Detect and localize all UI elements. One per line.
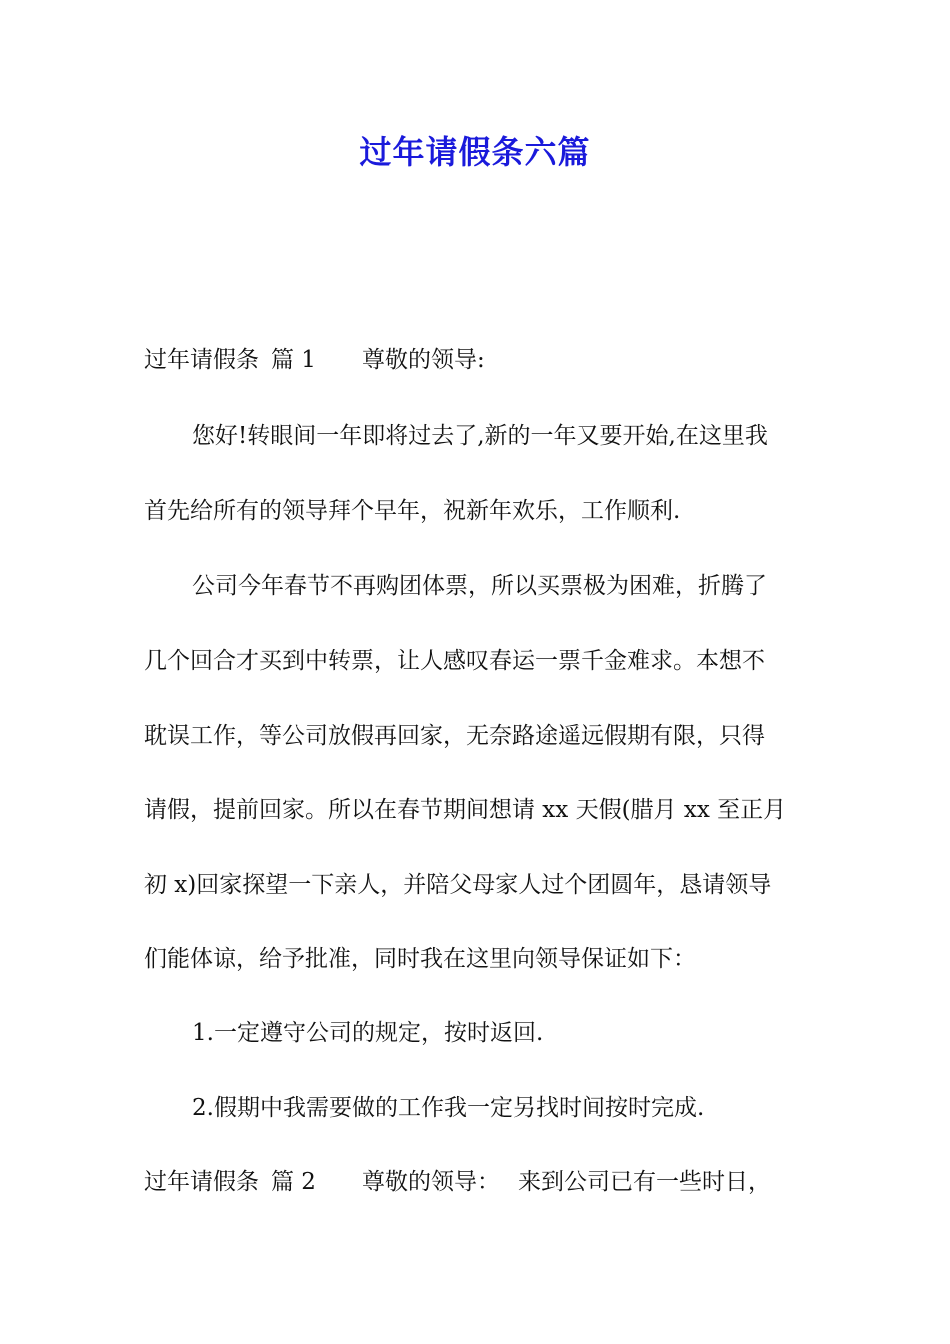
paragraph-line: 们能体谅，给予批准，同时我在这里向领导保证如下： bbox=[144, 946, 696, 972]
section-2-heading bbox=[144, 1164, 814, 1200]
paragraph-line: 公司今年春节不再购团体票，所以买票极为困难，折腾了 bbox=[192, 573, 767, 599]
section-2-opening: 来到公司已有一些时日， bbox=[517, 1169, 771, 1195]
paragraph-line: 您好!转眼间一年即将过去了,新的一年又要开始,在这里我 bbox=[192, 423, 768, 449]
section-1-label: 过年请假条 bbox=[144, 347, 259, 373]
paragraph-line: 初 x)回家探望一下亲人，并陪父母家人过个团圆年，恳请领导 bbox=[144, 872, 772, 898]
list-item: 2.假期中我需要做的工作我一定另找时间按时完成. bbox=[192, 1095, 705, 1121]
section-1-number: 篇 1 bbox=[271, 347, 316, 373]
section-2-label: 过年请假条 bbox=[144, 1169, 259, 1195]
paragraph-line: 耽误工作，等公司放假再回家，无奈路途遥远假期有限，只得 bbox=[144, 723, 765, 749]
section-2-salutation: 尊敬的领导： bbox=[361, 1169, 500, 1195]
section-1-heading bbox=[144, 342, 814, 378]
list-item: 1.一定遵守公司的规定，按时返回. bbox=[192, 1020, 544, 1046]
document-title: 过年请假条六篇 bbox=[359, 133, 591, 171]
section-1-salutation: 尊敬的领导: bbox=[361, 347, 485, 373]
paragraph-line: 首先给所有的领导拜个早年，祝新年欢乐，工作顺利. bbox=[144, 498, 681, 524]
section-2-number: 篇 2 bbox=[271, 1169, 316, 1195]
paragraph-line: 几个回合才买到中转票，让人感叹春运一票千金难求。本想不 bbox=[144, 648, 765, 674]
paragraph-line: 请假，提前回家。所以在春节期间想请 xx 天假(腊月 xx 至正月 bbox=[144, 797, 787, 823]
